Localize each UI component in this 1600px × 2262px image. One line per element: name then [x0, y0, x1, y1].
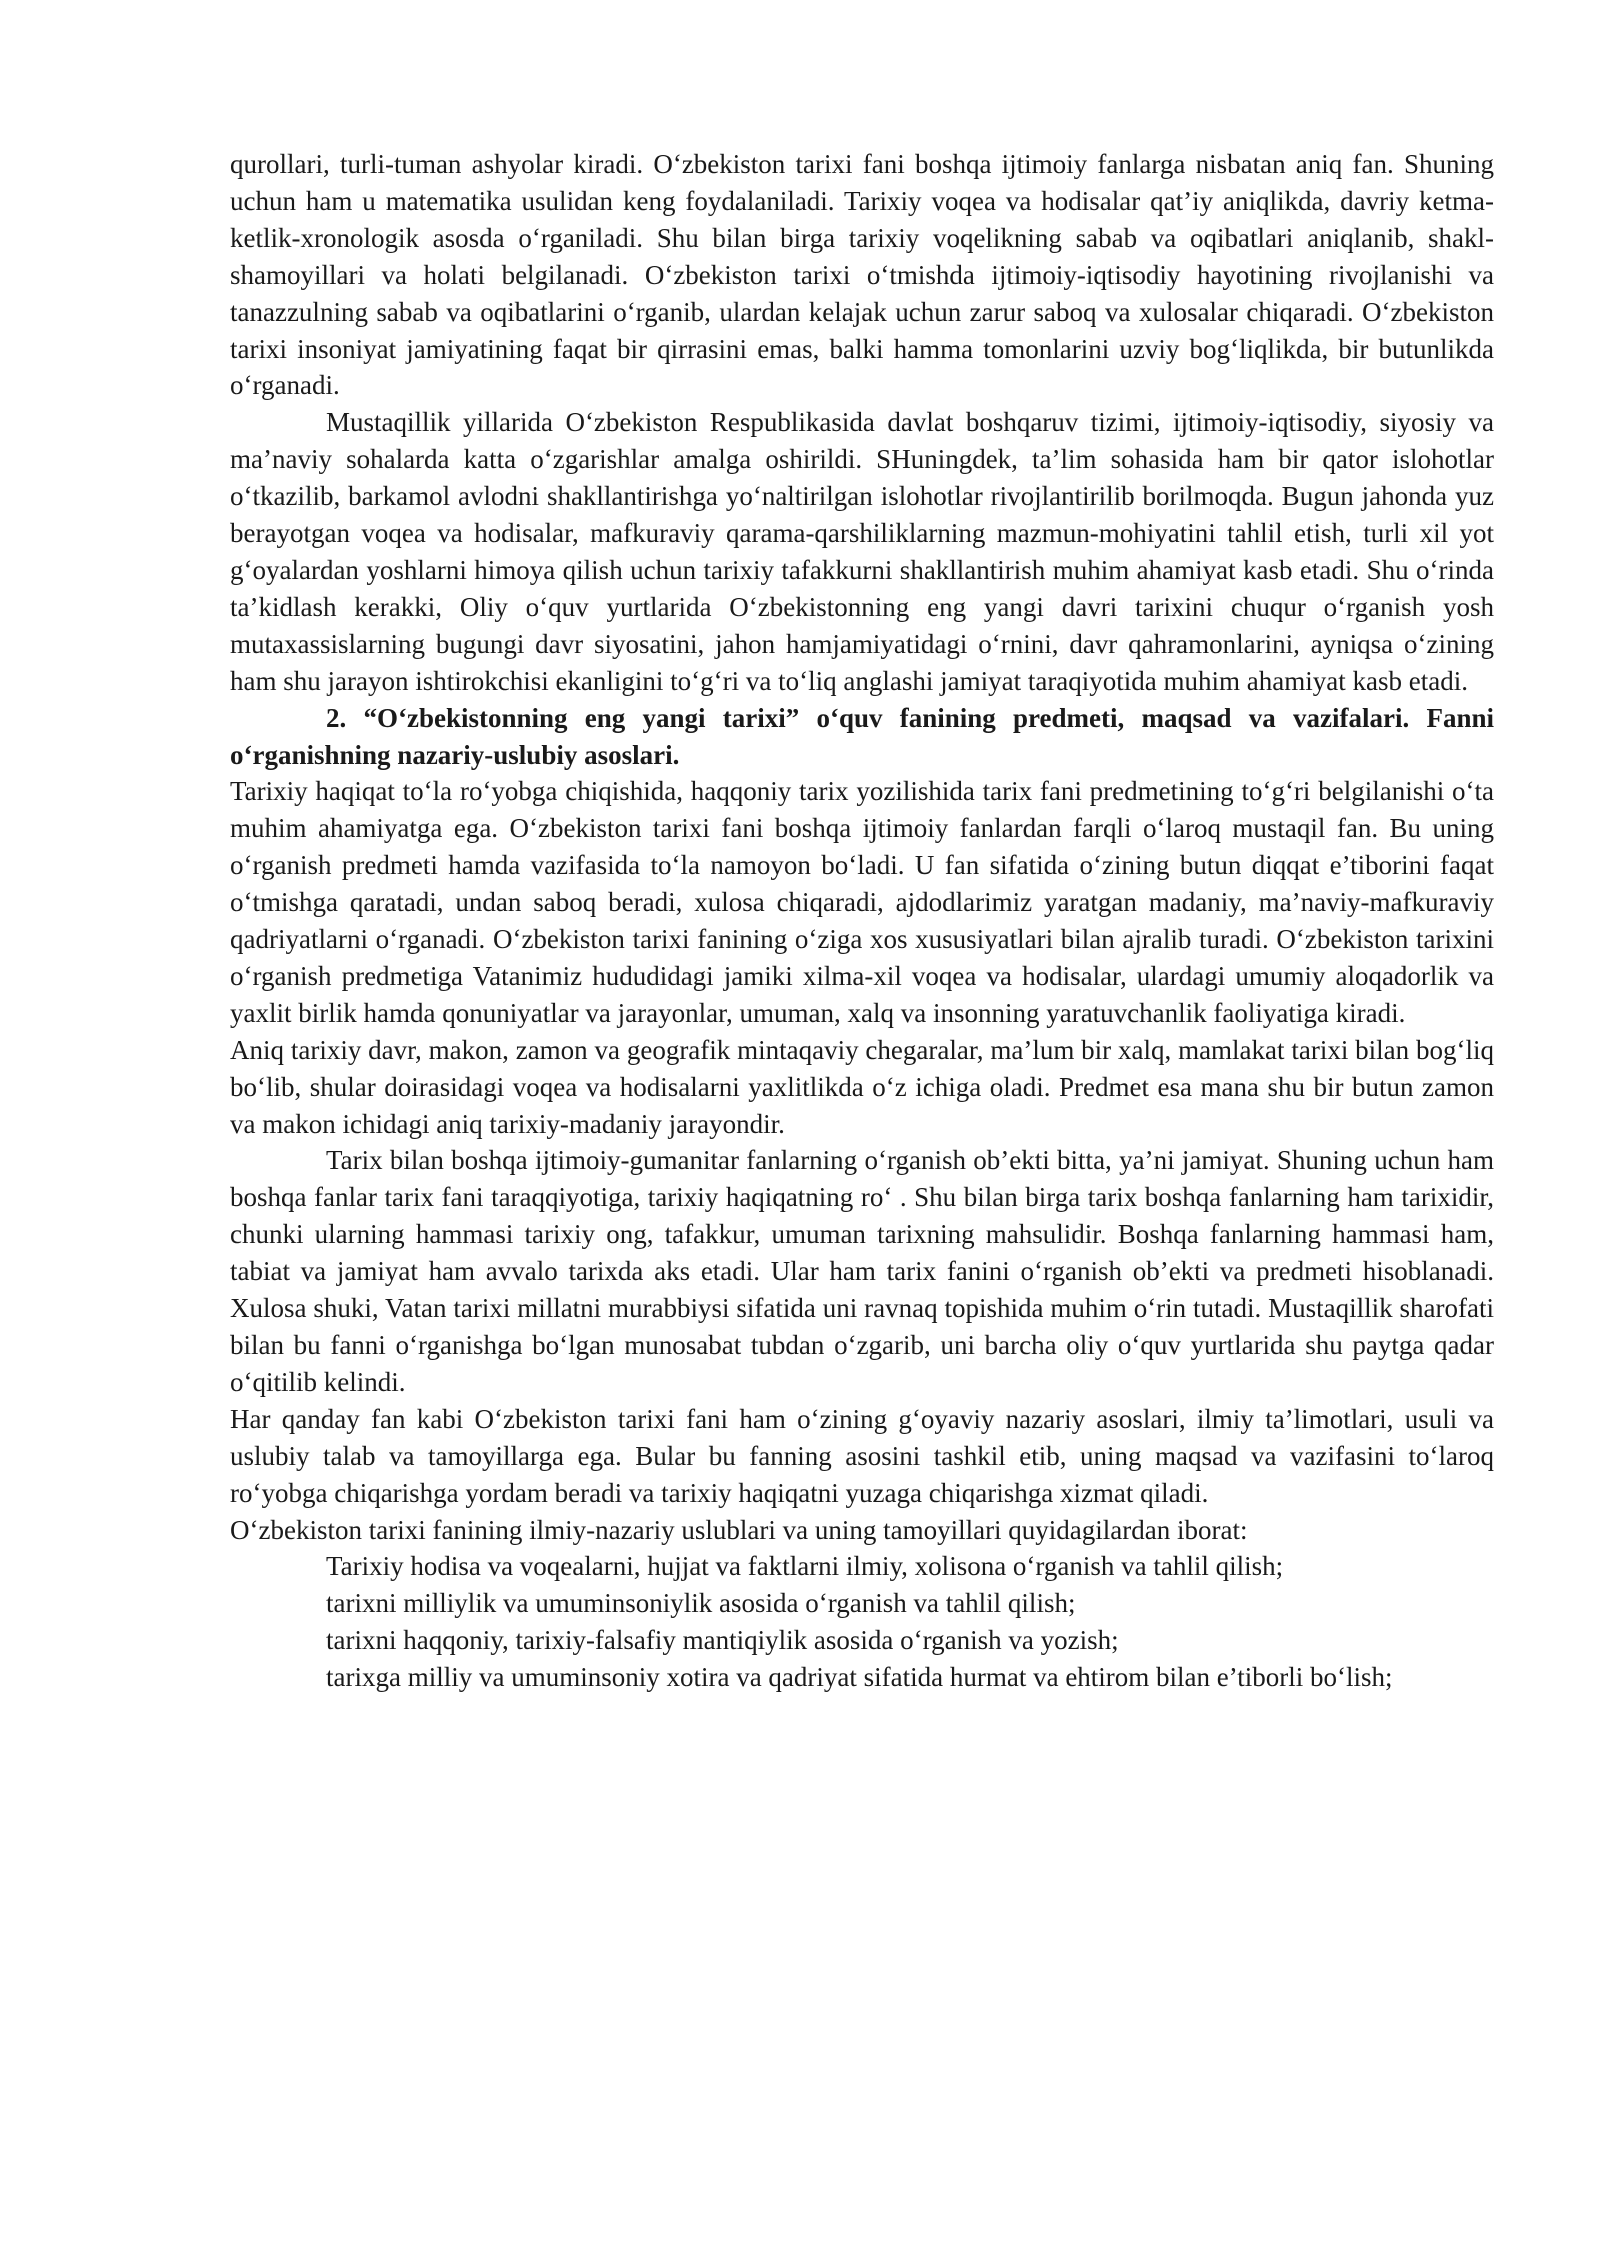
- paragraph: qurollari, turli-tuman ashyolar kiradi. O‘zbekiston tarixi fani boshqa ijtimoiy fanlarga nisbatan aniq fan. Shuning uchun ham u matematika usulidan keng foydalaniladi. Tarixiy voqea va hodisalar qat’iy aniqlikda, davriy ketma-ketlik-xronologik asosda o‘rganiladi. Shu bilan birga tarixiy voqelikning sabab va oqibatlari aniqlanib, shakl-shamoyillari va holati belgilanadi. O‘zbekiston tarixi o‘tmishda ijtimoiy-iqtisodiy hayotining rivojlanishi va tanazzulning sabab va oqibatlarini o‘rganib, ulardan kelajak uchun zarur saboq va xulosalar chiqaradi. O‘zbekiston tarixi insoniyat jamiyatining faqat bir qirrasini emas, balki hamma tomonlarini uzviy bog‘liqlikda, bir butunlikda o‘rganadi.: [230, 149, 1494, 401]
- paragraph: Aniq tarixiy davr, makon, zamon va geografik mintaqaviy chegaralar, ma’lum bir xalq, mamlakat tarixi bilan bog‘liq bo‘lib, shular doirasidagi voqea va hodisalarni yaxlitlikda o‘z ichiga oladi. Predmet esa mana shu bir butun zamon va makon ichidagi aniq tarixiy-madaniy jarayondir.: [230, 1034, 1494, 1139]
- list-item: tarixni milliylik va umuminsoniylik asosida o‘rganish va tahlil qilish;: [326, 1588, 1076, 1619]
- list-item: tarixni haqqoniy, tarixiy-falsafiy mantiqiylik asosida o‘rganish va yozish;: [326, 1625, 1119, 1656]
- section-heading: 2. “O‘zbekistonning eng yangi tarixi” o‘quv fanining predmeti, maqsad va vazifalari. Fanni o‘rganishning nazariy-uslubiy asoslari.: [230, 702, 1494, 770]
- paragraph: Mustaqillik yillarida O‘zbekiston Respublikasida davlat boshqaruv tizimi, ijtimoiy-iqtisodiy, siyosiy va ma’naviy sohalarda katta o‘zgarishlar amalga oshirildi. SHuningdek, ta’lim sohasida ham bir qator islohotlar o‘tkazilib, barkamol avlodni shakllantirishga yo‘naltirilgan islohotlar rivojlantirilib borilmoqda. Bugun jahonda yuz berayotgan voqea va hodisalar, mafkuraviy qarama-qarshiliklarning mazmun-mohiyatini tahlil etish, turli xil yot g‘oyalardan yoshlarni himoya qilish uchun tarixiy tafakkurni shakllantirish muhim ahamiyat kasb etadi. Shu o‘rinda ta’kidlash kerakki, Oliy o‘quv yurtlarida O‘zbekistonning eng yangi davri tarixini chuqur o‘rganish yosh mutaxassislarning bugungi davr siyosatini, jahon hamjamiyatidagi o‘rnini, davr qahramonlarini, ayniqsa o‘zining ham shu jarayon ishtirokchisi ekanligini to‘g‘ri va to‘liq anglashi jamiyat taraqiyotida muhim ahamiyat kasb etadi.: [230, 407, 1494, 696]
- document-page: [230, 146, 1494, 1696]
- paragraph: Tarixiy haqiqat to‘la ro‘yobga chiqishida, haqqoniy tarix yozilishida tarix fani predmetining to‘g‘ri belgilanishi o‘ta muhim ahamiyatga ega. O‘zbekiston tarixi fani boshqa ijtimoiy fanlardan farqli o‘laroq mustaqil fan. Bu uning o‘rganish predmeti hamda vazifasida to‘la namoyon bo‘ladi. U fan sifatida o‘zining butun diqqat e’tiborini faqat o‘tmishga qaratadi, undan saboq beradi, xulosa chiqaradi, ajdodlarimiz yaratgan madaniy, ma’naviy-mafkuraviy qadriyatlarni o‘rganadi. O‘zbekiston tarixi fanining o‘ziga xos xususiyatlari bilan ajralib turadi. O‘zbekiston tarixini o‘rganish predmetiga Vatanimiz hududidagi jamiki xilma-xil voqea va hodisalar, ulardagi umumiy aloqadorlik va yaxlit birlik hamda qonuniyatlar va jarayonlar, umuman, xalq va insonning yaratuvchanlik faoliyatiga kiradi.: [230, 776, 1494, 1028]
- list-item: Tarixiy hodisa va voqealarni, hujjat va faktlarni ilmiy, xolisona o‘rganish va tahlil qilish;: [326, 1551, 1284, 1582]
- list-intro: O‘zbekiston tarixi fanining ilmiy-nazariy uslublari va uning tamoyillari quyidagilardan iborat:: [230, 1514, 1248, 1545]
- paragraph: Har qanday fan kabi O‘zbekiston tarixi fani ham o‘zining g‘oyaviy nazariy asoslari, ilmiy ta’limotlari, usuli va uslubiy talab va tamoyillarga ega. Bular bu fanning asosini tashkil etib, uning maqsad va vazifasini to‘laroq ro‘yobga chiqarishga yordam beradi va tarixiy haqiqatni yuzaga chiqarishga xizmat qiladi.: [230, 1403, 1494, 1508]
- paragraph: Tarix bilan boshqa ijtimoiy-gumanitar fanlarning o‘rganish ob’ekti bitta, ya’ni jamiyat. Shuning uchun ham boshqa fanlar tarix fani taraqqiyotiga, tarixiy haqiqatning ro‘ . Shu bilan birga tarix boshqa fanlarning ham tarixidir, chunki ularning hammasi tarixiy ong, tafakkur, umuman tarixning mahsulidir. Boshqa fanlarning hammasi ham, tabiat va jamiyat ham avvalo tarixda aks etadi. Ular ham tarix fanini o‘rganish ob’ekti va predmeti hisoblanadi. Xulosa shuki, Vatan tarixi millatni murabbiysi sifatida uni ravnaq topishida muhim o‘rin tutadi. Mustaqillik sharofati bilan bu fanni o‘rganishga bo‘lgan munosabat tubdan o‘zgarib, uni barcha oliy o‘quv yurtlarida shu paytga qadar o‘qitilib kelindi.: [230, 1145, 1494, 1397]
- list-item: tarixga milliy va umuminsoniy xotira va qadriyat sifatida hurmat va ehtirom bilan e’tiborli bo‘lish;: [326, 1662, 1393, 1693]
